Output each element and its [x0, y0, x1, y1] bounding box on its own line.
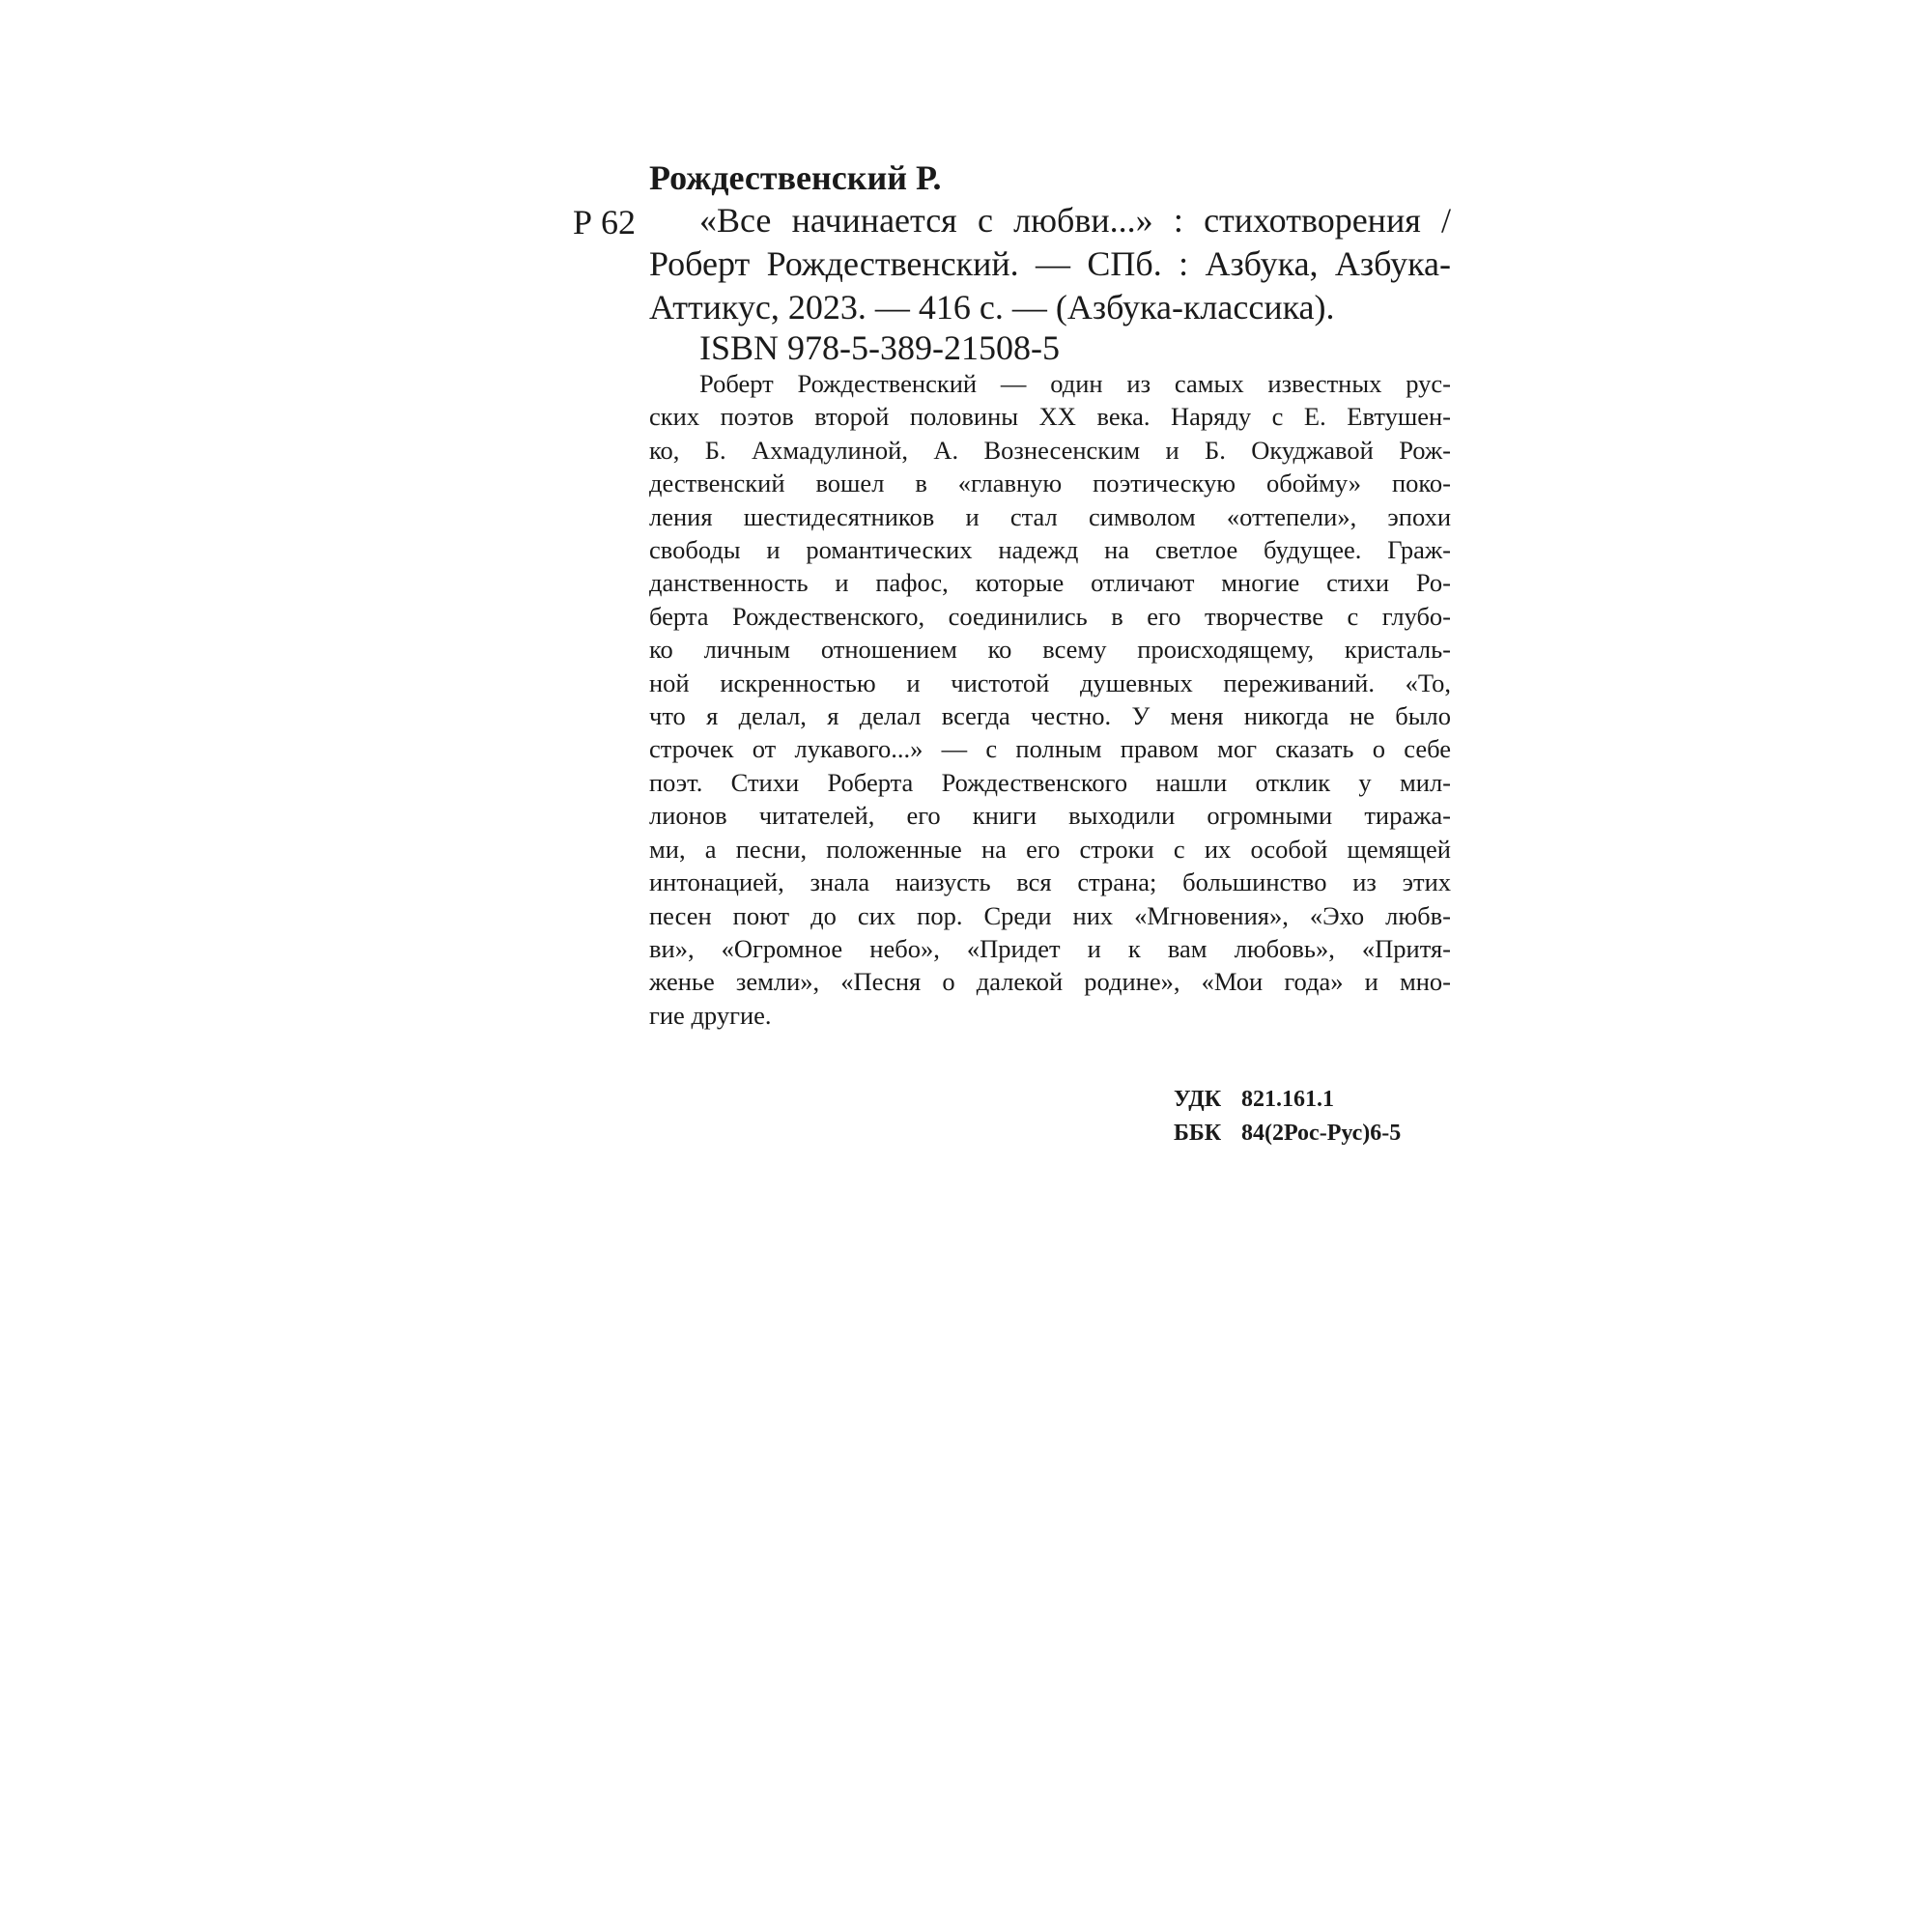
- annotation-line: ко личным отношением ко всему происходящему, кристаль-: [649, 635, 1451, 665]
- annotation-line: Роберт Рождественский — один из самых известных рус-: [699, 369, 1451, 398]
- annotation-line: ви», «Огромное небо», «Придет и к вам любовь», «Притя-: [649, 933, 1451, 963]
- classification-codes: [1174, 1083, 1401, 1151]
- annotation-line: дественский вошел в «главную поэтическую обойму» поко-: [649, 469, 1451, 498]
- annotation-line: лионов читателей, его книги выходили огромными тиража-: [649, 801, 1451, 831]
- isbn: ISBN 978-5-389-21508-5: [699, 328, 1060, 367]
- udk-label: УДК: [1174, 1087, 1222, 1112]
- annotation-line: гие другие.: [649, 1000, 772, 1030]
- annotation-line: ления шестидесятников и стал символом «оттепели», эпохи: [649, 501, 1451, 531]
- annotation-line: строчек от лукавого...» — с полным правом мог сказать о себе: [649, 734, 1451, 764]
- annotation-line: поэт. Стихи Роберта Рождественского нашли отклик у мил-: [649, 767, 1451, 797]
- annotation-line: песен поют до сих пор. Среди них «Мгновения», «Эхо любв-: [649, 900, 1451, 930]
- bibliographic-record: [649, 199, 1451, 329]
- udk-value: 821.161.1: [1241, 1087, 1334, 1112]
- record-line: «Все начинается с любви...» : стихотворения /: [699, 201, 1451, 240]
- bbk-value: 84(2Рос-Рус)6-5: [1241, 1121, 1402, 1146]
- annotation-line: свободы и романтических надежд на светлое будущее. Граж-: [649, 535, 1451, 565]
- annotation-line: ной искренностью и чистотой душевных переживаний. «То,: [649, 668, 1451, 697]
- annotation-line: берта Рождественского, соединились в его творчестве с глубо-: [649, 601, 1451, 631]
- bbk-row: [1174, 1117, 1401, 1151]
- annotation: [649, 367, 1451, 1032]
- record-line: Роберт Рождественский. — СПб. : Азбука, Азбука-: [649, 244, 1451, 283]
- annotation-line: ми, а песни, положенные на его строки с их особой щемящей: [649, 834, 1451, 864]
- annotation-line: ко, Б. Ахмадулиной, А. Вознесенским и Б. Окуджавой Рож-: [649, 435, 1451, 465]
- annotation-line: ских поэтов второй половины XX века. Наряду с Е. Евтушен-: [649, 402, 1451, 432]
- annotation-line: женье земли», «Песня о далекой родине», «Мои года» и мно-: [649, 967, 1451, 997]
- bbk-label: ББК: [1174, 1121, 1222, 1146]
- udk-row: [1174, 1083, 1401, 1117]
- author-heading: Рождественский Р.: [649, 158, 942, 197]
- annotation-line: интонацией, знала наизусть вся страна; большинство из этих: [649, 867, 1451, 897]
- annotation-line: что я делал, я делал всегда честно. У меня никогда не было: [649, 701, 1451, 731]
- annotation-line: данственность и пафос, которые отличают многие стихи Ро-: [649, 568, 1451, 598]
- call-number: Р 62: [573, 203, 637, 242]
- record-line: Аттикус, 2023. — 416 с. — (Азбука-классика).: [649, 288, 1335, 327]
